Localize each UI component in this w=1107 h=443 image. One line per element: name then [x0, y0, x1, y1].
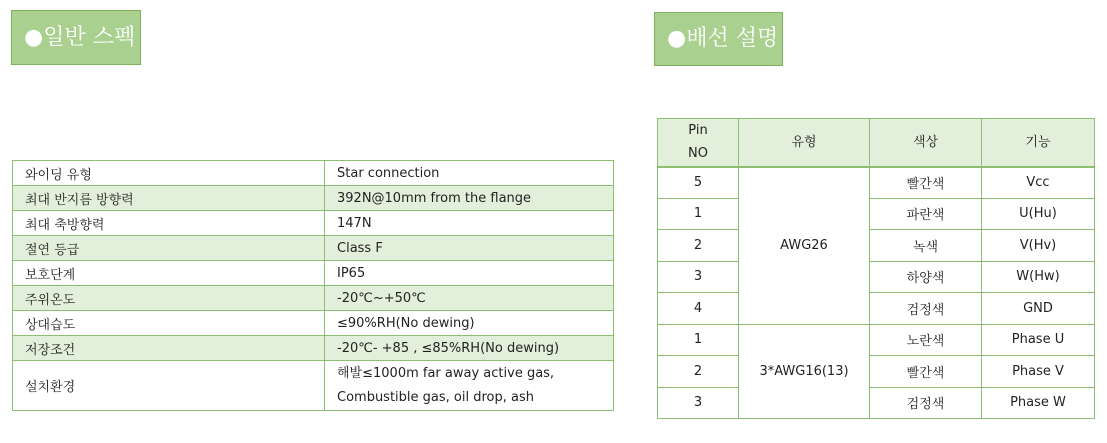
table-row	[13, 361, 614, 411]
pin-number: 3	[658, 261, 739, 293]
table-row	[658, 387, 1095, 419]
table-row	[658, 356, 1095, 388]
wire-color: 파란색	[870, 198, 982, 230]
spec-value: 해발≤1000m far away active gas, Combustible gas, oil drop, ash	[325, 361, 614, 411]
spec-label: 절연 등급	[13, 236, 325, 261]
table-row	[658, 167, 1095, 199]
spec-label: 최대 반지름 방향력	[13, 186, 325, 211]
spec-value: Class F	[325, 236, 614, 261]
spec-value: Star connection	[325, 161, 614, 186]
wire-color: 검정색	[870, 293, 982, 325]
header-type: 유형	[739, 119, 870, 167]
spec-value: -20℃~+50℃	[325, 286, 614, 311]
pin-number: 4	[658, 293, 739, 325]
wire-function: V(Hv)	[982, 230, 1095, 262]
table-row	[13, 336, 614, 361]
header-color: 색상	[870, 119, 982, 167]
spec-value: 147N	[325, 211, 614, 236]
wire-color: 빨간색	[870, 356, 982, 388]
spec-value: ≤90%RH(No dewing)	[325, 311, 614, 336]
pin-number: 1	[658, 198, 739, 230]
pin-number: 2	[658, 230, 739, 262]
pin-number: 1	[658, 324, 739, 356]
wire-function: Vcc	[982, 167, 1095, 199]
header-function: 기능	[982, 119, 1095, 167]
table-row	[658, 324, 1095, 356]
wire-function: GND	[982, 293, 1095, 325]
header-pin-no-text: Pin NO	[688, 123, 708, 162]
table-row	[13, 186, 614, 211]
table-row	[13, 211, 614, 236]
general-spec-heading: ●일반 스펙	[11, 10, 141, 65]
table-row	[13, 236, 614, 261]
spec-label: 최대 축방향력	[13, 211, 325, 236]
spec-value: -20℃- +85 , ≤85%RH(No dewing)	[325, 336, 614, 361]
header-pin-no	[658, 119, 739, 167]
wire-color: 노란색	[870, 324, 982, 356]
table-row	[13, 261, 614, 286]
wire-function: Phase U	[982, 324, 1095, 356]
spec-label: 상대습도	[13, 311, 325, 336]
table-header-row	[658, 119, 1095, 167]
wire-function: U(Hu)	[982, 198, 1095, 230]
wire-function: W(Hw)	[982, 261, 1095, 293]
table-row	[658, 198, 1095, 230]
table-row	[658, 293, 1095, 325]
wire-function: Phase V	[982, 356, 1095, 388]
wiring-heading: ●배선 설명	[654, 12, 783, 66]
table-row	[13, 311, 614, 336]
spec-label: 와이딩 유형	[13, 161, 325, 186]
wire-color: 검정색	[870, 387, 982, 419]
pin-number: 3	[658, 387, 739, 419]
spec-value: 392N@10mm from the flange	[325, 186, 614, 211]
spec-label: 보호단계	[13, 261, 325, 286]
table-row	[13, 161, 614, 186]
pin-number: 2	[658, 356, 739, 388]
table-row	[658, 261, 1095, 293]
spec-label: 저장조건	[13, 336, 325, 361]
pin-number: 5	[658, 167, 739, 199]
wire-function: Phase W	[982, 387, 1095, 419]
table-row	[13, 286, 614, 311]
wire-color: 하양색	[870, 261, 982, 293]
general-spec-table	[12, 160, 614, 411]
wiring-table	[657, 118, 1095, 419]
spec-value: IP65	[325, 261, 614, 286]
spec-label: 주위온도	[13, 286, 325, 311]
wire-color: 빨간색	[870, 167, 982, 199]
table-row	[658, 230, 1095, 262]
wire-color: 녹색	[870, 230, 982, 262]
wire-type: 3*AWG16(13)	[739, 324, 870, 419]
spec-label: 설치환경	[13, 361, 325, 411]
wire-type: AWG26	[739, 167, 870, 325]
